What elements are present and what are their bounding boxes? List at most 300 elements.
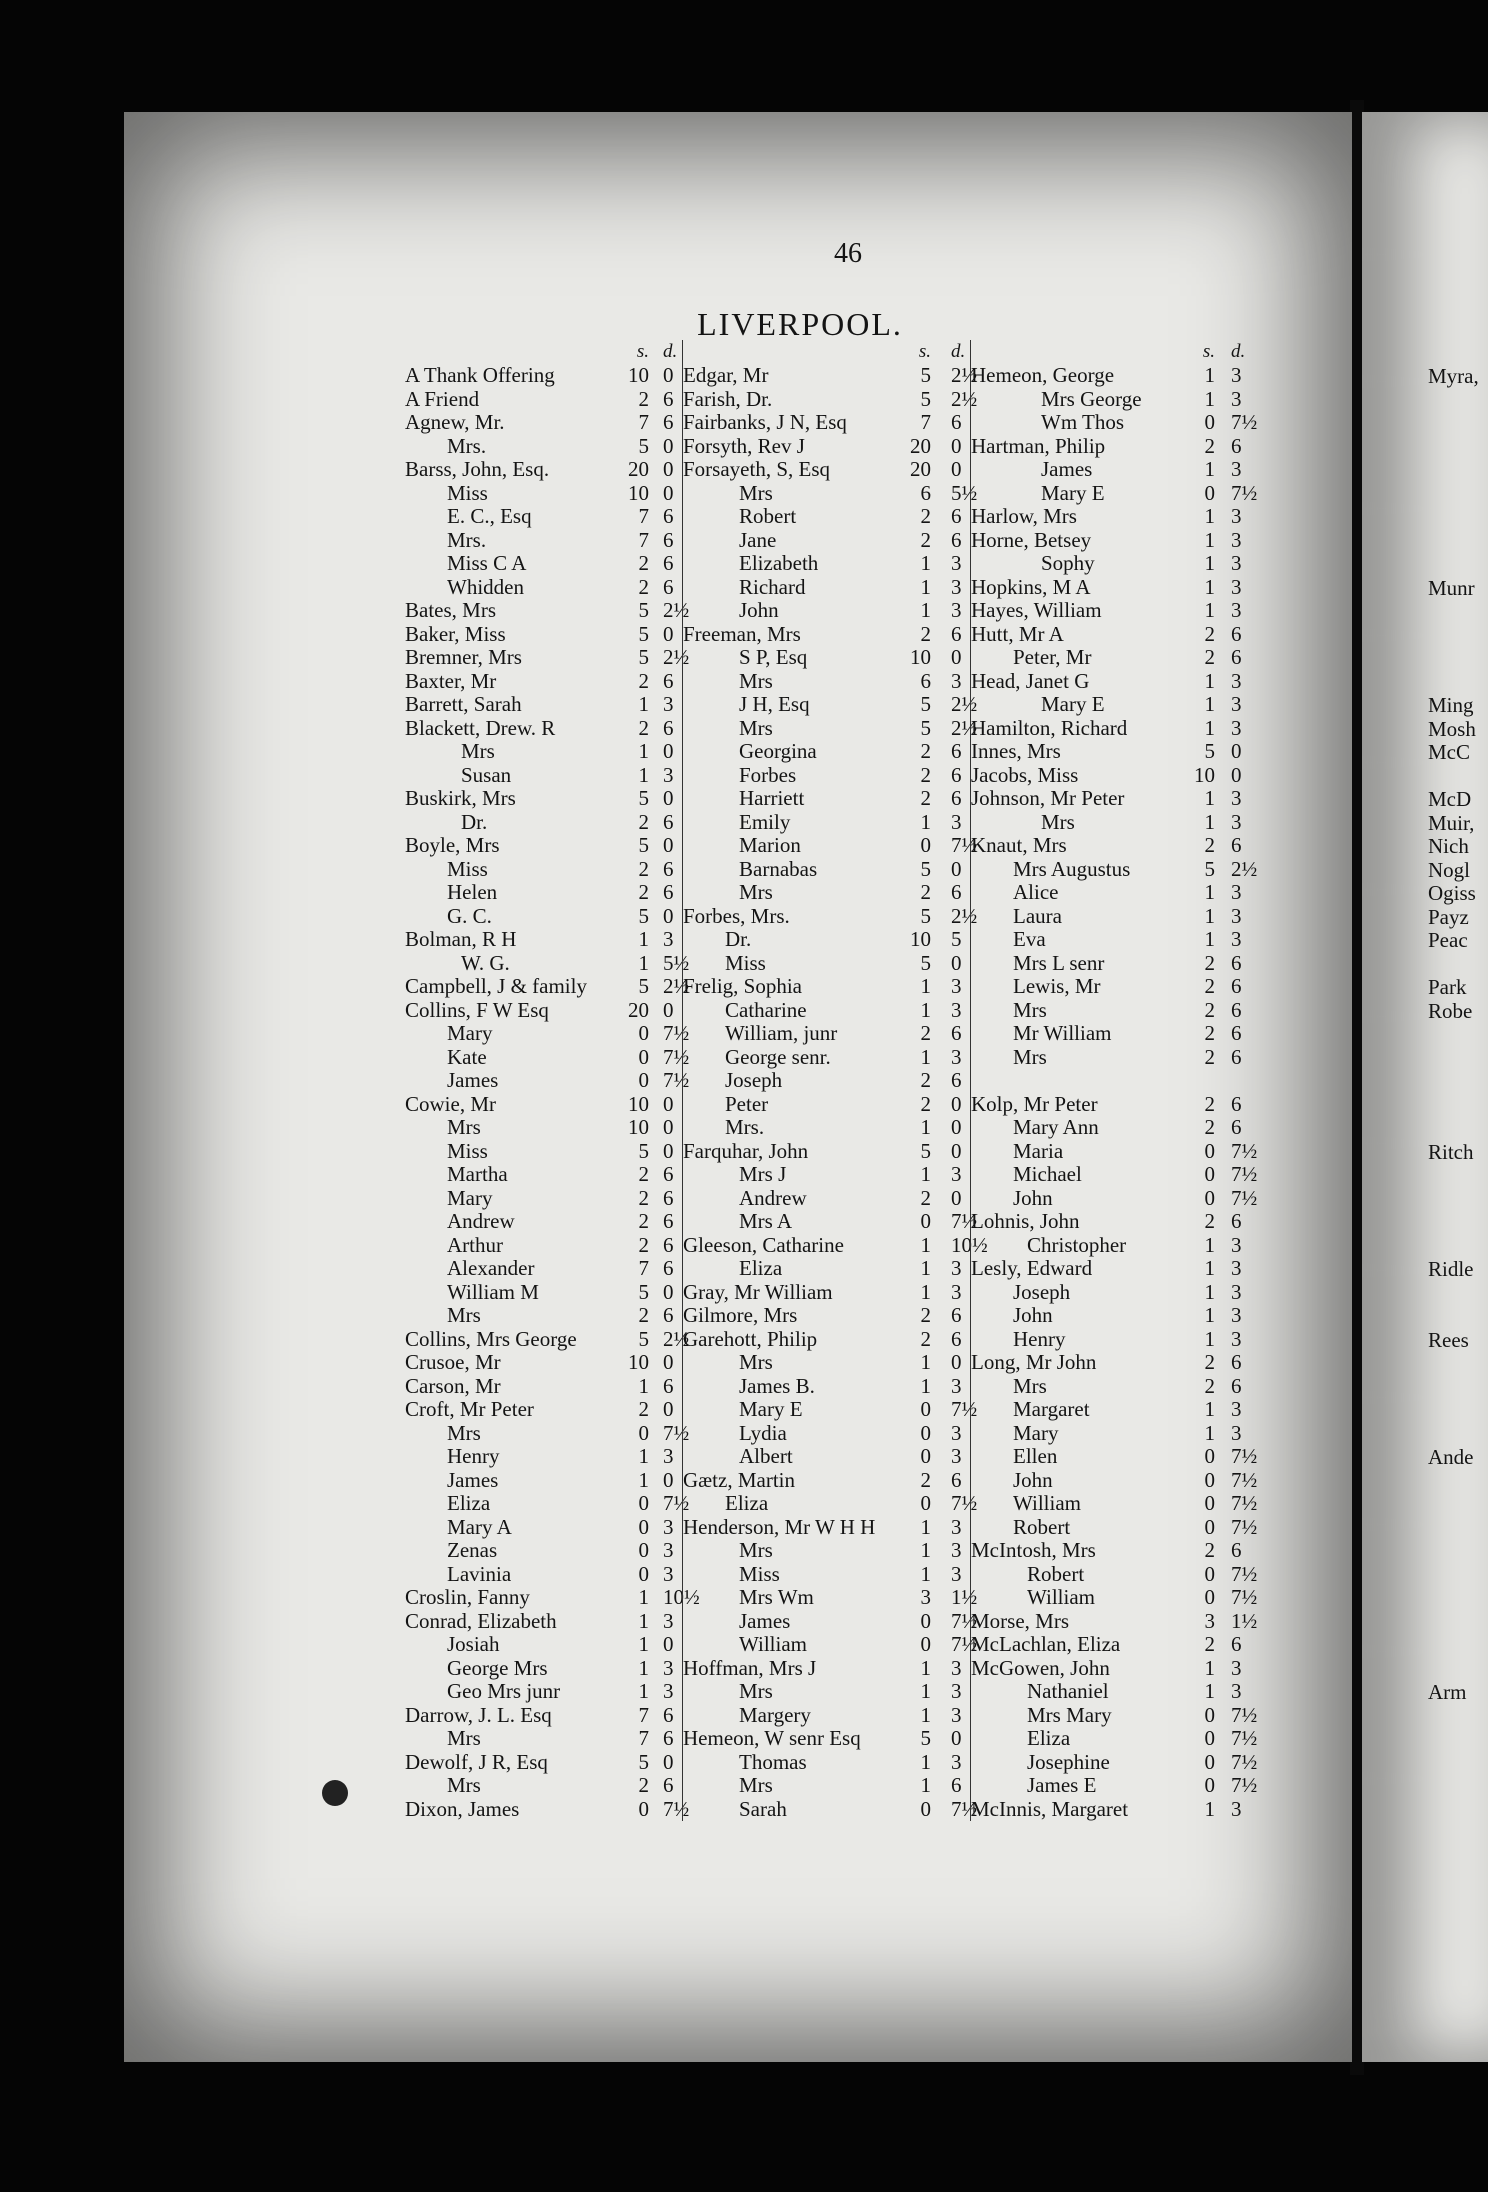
pence-value: 3 (1231, 1279, 1242, 1304)
pence-value: 3 (1231, 363, 1242, 387)
pence-value: 7½ (1231, 1444, 1258, 1468)
subscriber-name: Farquhar, John (683, 1139, 809, 1163)
shillings-value: 1 (1204, 1256, 1215, 1280)
shillings-value: 1 (1204, 1326, 1215, 1351)
pence-value: 0 (951, 1350, 962, 1374)
pence-value: 6 (951, 1467, 962, 1492)
subscriber-name: Alexander (447, 1257, 535, 1280)
pence-value: 7½ (663, 1491, 690, 1515)
shillings-value: 0 (638, 1420, 649, 1445)
subscriber-name: Eva (1013, 928, 1046, 951)
subscriber-entry (405, 834, 687, 858)
subscriber-name: Mrs (739, 481, 773, 505)
shillings-value: 1 (1204, 715, 1215, 740)
pence-value: 6 (663, 551, 674, 575)
subscriber-name: Mrs (1013, 1045, 1047, 1069)
shillings-value: 0 (920, 1632, 931, 1656)
shillings-value: 1 (638, 762, 649, 787)
pence-value: 0 (663, 903, 674, 928)
shillings-value: 2 (1204, 1538, 1215, 1562)
subscriber-entry (405, 928, 687, 952)
pence-value: 6 (663, 668, 674, 693)
shillings-value: 1 (1204, 880, 1215, 904)
subscriber-name: Hartman, Philip (971, 434, 1106, 458)
subscriber-entry (683, 834, 978, 858)
shillings-value: 1 (920, 1655, 931, 1680)
subscriber-name: Baxter, Mr (405, 669, 497, 693)
subscriber-entry (971, 1022, 1271, 1046)
pence-value: 6 (1231, 1538, 1242, 1562)
shillings-value: 2 (1204, 645, 1215, 669)
subscriber-name: Peter, Mr (1013, 646, 1092, 669)
pence-value: 7½ (1231, 1561, 1258, 1586)
subscriber-entry (683, 858, 978, 882)
subscriber-entry (971, 1422, 1271, 1446)
pence-value: 3 (1231, 504, 1242, 528)
shillings-value: 2 (1204, 1021, 1215, 1045)
shillings-value: 1 (920, 1514, 931, 1539)
subscriber-entry (405, 1704, 687, 1728)
pence-value: 3 (951, 1514, 962, 1539)
subscriber-entry (683, 435, 978, 459)
subscriber-name: Johnson, Mr Peter (971, 787, 1125, 810)
shillings-value: 5 (920, 386, 931, 411)
subscriber-entry (405, 1281, 687, 1305)
subscriber-entry (683, 1516, 978, 1540)
pence-value: 7½ (1231, 1773, 1258, 1797)
pence-value: 6 (663, 1209, 674, 1233)
pence-value: 0 (663, 739, 674, 763)
shillings-value: 1 (638, 1655, 649, 1680)
subscriber-name: Mrs (1013, 998, 1047, 1022)
subscriber-name: Barnabas (739, 857, 818, 881)
subscriber-name: Andrew (739, 1186, 807, 1210)
shillings-value: 1 (920, 1749, 931, 1774)
pence-value: 3 (951, 1373, 962, 1398)
shillings-value: 1 (920, 1773, 931, 1797)
shillings-value: 0 (920, 1397, 931, 1421)
subscriber-entry (405, 1633, 687, 1657)
subscriber-name: Mrs (739, 1774, 773, 1797)
subscriber-entry (405, 1093, 687, 1117)
subscriber-entry (405, 950, 690, 976)
shillings-value: 1 (1204, 1679, 1215, 1703)
shillings-value: 2 (638, 574, 649, 599)
pence-value: 10½ (663, 1585, 700, 1609)
subscriber-name: John (739, 599, 779, 622)
subscriber-name: Georgina (739, 740, 817, 763)
subscriber-entry (971, 1187, 1271, 1211)
shillings-value: 1 (1204, 551, 1215, 575)
shillings-value: 0 (1204, 1491, 1215, 1515)
next-page-name-fragment: Ritch (1428, 1139, 1474, 1164)
subscriber-name: Mr William (1013, 1022, 1112, 1045)
next-page-name-fragment: Muir, (1428, 810, 1475, 835)
shillings-value: 5 (638, 645, 649, 669)
subscriber-name: George Mrs (447, 1656, 548, 1680)
pence-value: 6 (663, 504, 674, 528)
subscriber-name: Sophy (1041, 552, 1095, 575)
shillings-value: 10 (910, 927, 931, 951)
pence-value: 6 (1231, 1115, 1242, 1139)
subscriber-entry (405, 1140, 687, 1164)
shillings-value: 2 (1204, 1350, 1215, 1374)
subscriber-name: John (1013, 1186, 1053, 1210)
subscriber-entry (405, 974, 690, 999)
subscriber-entry (405, 740, 687, 764)
subscriber-name: Collins, F W Esq (405, 998, 549, 1022)
subscriber-entry (405, 1796, 690, 1822)
subscriber-entry (971, 1586, 1271, 1610)
pence-value: 2½ (951, 692, 978, 716)
next-page-name-fragment: McD (1428, 787, 1472, 811)
subscriber-entry (405, 1375, 687, 1399)
subscriber-entry (971, 1281, 1271, 1305)
subscriber-entry (683, 1069, 978, 1093)
subscriber-entry (683, 1610, 978, 1634)
subscriber-name: Whidden (447, 575, 524, 599)
pence-value: 3 (1231, 1796, 1242, 1821)
subscriber-name: Mrs Mary (1027, 1703, 1112, 1727)
subscriber-entry (683, 999, 978, 1023)
pence-value: 3 (951, 598, 962, 622)
pence-value: 0 (663, 1091, 674, 1116)
pence-value: 3 (1231, 1655, 1242, 1680)
next-page-name-fragment: Arm (1428, 1680, 1467, 1704)
pence-value: 6 (663, 809, 674, 834)
subscriber-entry (971, 1093, 1271, 1117)
subscriber-name: McIntosh, Mrs (971, 1539, 1096, 1562)
pence-value: 0 (663, 786, 674, 810)
subscriber-entry (971, 1328, 1271, 1352)
pence-value: 6 (663, 1702, 674, 1727)
subscriber-entry (971, 1704, 1271, 1728)
shillings-value: 0 (920, 833, 931, 857)
shillings-value: 0 (1204, 1138, 1215, 1163)
subscriber-entry (405, 364, 687, 388)
subscriber-entry (971, 787, 1271, 811)
subscriber-entry (971, 905, 1271, 929)
shillings-value: 0 (920, 1420, 931, 1445)
shillings-value: 10 (628, 480, 649, 505)
shillings-value: 0 (1204, 1773, 1215, 1797)
column-header (405, 340, 687, 364)
subscriber-name: Dewolf, J R, Esq (405, 1750, 548, 1774)
subscriber-entry (405, 552, 687, 576)
pence-value: 6 (951, 762, 962, 787)
subscriber-entry (405, 1351, 687, 1375)
shillings-value: 0 (638, 1514, 649, 1539)
subscriber-entry (683, 1492, 978, 1516)
subscriber-name: Mary E (1041, 481, 1105, 505)
subscriber-name: Miss (739, 1562, 780, 1586)
pence-value: 6 (951, 1303, 962, 1327)
pence-value: 3 (951, 1561, 962, 1586)
pence-value: 6 (1231, 621, 1242, 646)
subscriber-entry (683, 1774, 978, 1798)
shillings-value: 2 (638, 1773, 649, 1797)
subscriber-name: Hayes, William (971, 599, 1102, 622)
subscriber-name: Margery (739, 1703, 811, 1727)
shillings-value: 5 (638, 903, 649, 928)
shillings-value: 1 (920, 809, 931, 834)
subscriber-name: Catharine (725, 998, 807, 1022)
shillings-value: 10 (1194, 762, 1215, 787)
subscriber-name: Freeman, Mrs (683, 622, 801, 646)
pence-value: 6 (663, 1162, 674, 1186)
subscriber-name: Mrs. (447, 528, 487, 552)
subscriber-name: Edgar, Mr (683, 364, 769, 387)
subscriber-name: Lydia (739, 1421, 787, 1445)
subscriber-name: Long, Mr John (971, 1351, 1097, 1374)
pence-value: 3 (1231, 715, 1242, 740)
pence-value: 3 (951, 1702, 962, 1727)
pence-value: 3 (1231, 551, 1242, 575)
subscriber-entry (405, 1234, 687, 1258)
shillings-value: 1 (920, 1279, 931, 1304)
shillings-value: 5 (920, 715, 931, 740)
subscriber-entry (971, 529, 1271, 553)
subscriber-entry (971, 1069, 1271, 1093)
pence-value: 6 (663, 386, 674, 411)
shillings-value: 3 (1204, 1608, 1215, 1633)
pence-value: 0 (951, 433, 962, 458)
subscriber-name: Mary (447, 1186, 493, 1210)
pence-value: 3 (663, 927, 674, 951)
shillings-value: 2 (920, 527, 931, 552)
subscriber-name: Harlow, Mrs (971, 505, 1077, 528)
shillings-value: 0 (638, 1538, 649, 1562)
shillings-value: 1 (1204, 504, 1215, 528)
subscriber-name: Joseph (1013, 1280, 1071, 1304)
subscriber-name: Mrs (1013, 1374, 1047, 1398)
pence-value: 0 (1231, 739, 1242, 763)
shillings-value: 0 (638, 1796, 649, 1821)
shillings-value: 0 (1204, 1185, 1215, 1210)
subscriber-entry (971, 1163, 1271, 1187)
shillings-value: 1 (638, 739, 649, 763)
pence-value: 0 (663, 1749, 674, 1774)
subscriber-name: John (1013, 1304, 1053, 1327)
subscriber-entry (405, 811, 687, 835)
pence-value: 1½ (951, 1585, 978, 1609)
pence-value: 3 (951, 1679, 962, 1703)
subscriber-name: Hemeon, W senr Esq (683, 1727, 861, 1750)
subscriber-name: Mary E (739, 1398, 803, 1421)
subscriber-entry (683, 1375, 978, 1399)
pence-value: 3 (951, 997, 962, 1022)
subscriber-entry (683, 1445, 978, 1469)
subscriber-name: Mrs (447, 1421, 481, 1445)
shillings-value: 0 (1204, 1561, 1215, 1586)
shillings-value: 0 (1204, 1749, 1215, 1774)
subscriber-entry (683, 411, 978, 435)
shillings-value: 1 (1204, 692, 1215, 716)
subscriber-name: Henderson, Mr W H H (683, 1515, 876, 1539)
pence-value: 6 (663, 574, 674, 599)
pence-value: 0 (663, 1632, 674, 1656)
subscriber-entry (683, 1704, 978, 1728)
pence-value: 3 (1231, 1326, 1242, 1351)
shillings-value: 2 (1204, 1044, 1215, 1069)
subscriber-name: Fairbanks, J N, Esq (683, 411, 847, 434)
subscriber-entry (971, 717, 1271, 741)
subscriber-entry (405, 670, 687, 694)
subscriber-entry (683, 764, 978, 788)
shillings-value: 1 (1204, 574, 1215, 599)
subscriber-name: Michael (1013, 1163, 1082, 1186)
subscriber-name: McLachlan, Eliza (971, 1633, 1121, 1656)
next-page-name-fragment: Ridle (1428, 1257, 1474, 1281)
shillings-value: 0 (638, 1021, 649, 1045)
shillings-value: 1 (638, 1632, 649, 1656)
pence-value: 6 (1231, 974, 1242, 998)
pence-header: d. (1231, 341, 1246, 362)
subscriber-entry (683, 787, 978, 811)
shillings-header: s. (636, 341, 649, 362)
subscriber-name: Barss, John, Esq. (405, 458, 550, 481)
pence-value: 3 (1231, 1397, 1242, 1421)
subscriber-name: Miss (447, 1139, 488, 1163)
shillings-value: 2 (638, 1209, 649, 1233)
subscriber-entry (971, 1798, 1271, 1822)
shillings-value: 2 (638, 880, 649, 904)
subscriber-name: Mary (1013, 1421, 1059, 1445)
pence-value: 7½ (1231, 410, 1258, 434)
subscriber-entry (683, 811, 978, 835)
subscriber-entry (405, 1563, 687, 1587)
subscriber-entry (971, 1492, 1271, 1516)
shillings-value: 7 (638, 527, 649, 552)
subscriber-name: Agnew, Mr. (405, 411, 505, 434)
shillings-value: 1 (920, 1373, 931, 1398)
subscriber-entry (971, 999, 1271, 1023)
subscriber-name: Mrs (739, 1539, 773, 1562)
pence-value: 6 (951, 1068, 962, 1092)
shillings-value: 7 (638, 504, 649, 528)
shillings-value: 1 (638, 1444, 649, 1468)
pence-value: 3 (951, 551, 962, 575)
subscriber-entry (683, 1351, 978, 1375)
right-page-edge (1362, 112, 1488, 2062)
subscriber-name: Hamilton, Richard (971, 716, 1128, 740)
subscriber-name: Lavinia (447, 1562, 512, 1586)
subscriber-name: Frelig, Sophia (683, 975, 802, 998)
pence-value: 6 (1231, 1044, 1242, 1069)
shillings-value: 2 (1204, 1091, 1215, 1116)
subscriber-name: Emily (739, 810, 791, 834)
subscriber-entry (405, 1469, 687, 1493)
next-page-name-fragment: Payz (1428, 904, 1469, 929)
subscriber-name: Marion (739, 834, 801, 857)
subscriber-entry (971, 599, 1271, 623)
pence-value: 7½ (1231, 1749, 1258, 1774)
subscriber-entry (971, 928, 1271, 952)
shillings-value: 20 (628, 457, 649, 481)
subscriber-entry (405, 1068, 690, 1093)
subscriber-name: Sarah (739, 1797, 787, 1821)
subscriber-entry (405, 1257, 687, 1281)
subscriber-entry (405, 1021, 690, 1046)
shillings-value: 2 (1204, 1209, 1215, 1233)
subscriber-name: Mrs J (739, 1163, 787, 1186)
subscriber-entry (683, 1539, 978, 1563)
pence-value: 0 (1231, 762, 1242, 787)
pence-value: 3 (663, 1608, 674, 1633)
subscriber-entry (405, 505, 687, 529)
subscriber-name: Eliza (1027, 1727, 1071, 1750)
pence-value: 6 (1231, 433, 1242, 458)
subscriber-name: Mrs (447, 1116, 481, 1139)
pence-value: 6 (951, 527, 962, 552)
subscriber-entry (683, 717, 978, 741)
shillings-value: 5 (638, 1279, 649, 1304)
subscriber-entry (683, 1328, 978, 1352)
pence-value: 3 (951, 1444, 962, 1468)
subscriber-entry (683, 905, 978, 929)
pence-value: 6 (951, 739, 962, 763)
subscriber-entry (971, 435, 1271, 459)
pence-header: d. (663, 341, 678, 362)
pence-value: 6 (663, 880, 674, 904)
subscriber-name: Mary Ann (1013, 1116, 1099, 1139)
pence-value: 0 (663, 997, 674, 1022)
subscriber-name: Mrs (739, 1351, 773, 1374)
subscriber-name: Eliza (739, 1257, 783, 1280)
shillings-value: 5 (1204, 739, 1215, 763)
pence-value: 1½ (1231, 1608, 1258, 1633)
pence-value: 6 (1231, 950, 1242, 975)
pence-value: 3 (951, 1420, 962, 1445)
subscriber-name: Alice (1013, 881, 1059, 904)
subscriber-name: Bates, Mrs (405, 599, 496, 622)
subscriber-name: Mrs (739, 716, 773, 740)
subscriber-name: Farish, Dr. (683, 387, 773, 411)
pence-value: 7½ (951, 833, 978, 857)
subscriber-name: Dr. (461, 810, 488, 834)
subscriber-name: Zenas (447, 1539, 498, 1562)
shillings-value: 2 (920, 504, 931, 528)
pence-value: 7½ (663, 1044, 690, 1069)
subscriber-entry (405, 858, 687, 882)
shillings-value: 1 (638, 1608, 649, 1633)
shillings-value: 5 (920, 1138, 931, 1163)
pence-value: 2½ (663, 598, 690, 622)
pence-value: 3 (1231, 598, 1242, 622)
pence-value: 3 (951, 974, 962, 998)
subscriber-entry (405, 764, 687, 788)
subscriber-name: Mary (447, 1022, 493, 1045)
pence-value: 6 (663, 1773, 674, 1797)
pence-value: 2½ (951, 903, 978, 928)
pence-value: 7½ (951, 1209, 978, 1233)
shillings-value: 2 (920, 1091, 931, 1116)
subscriber-name: Geo Mrs junr (447, 1680, 561, 1703)
pence-value: 0 (663, 1138, 674, 1163)
pence-value: 3 (663, 1538, 674, 1562)
subscriber-entry (971, 576, 1271, 600)
pence-value: 6 (1231, 1373, 1242, 1398)
pence-value: 0 (663, 457, 674, 481)
subscriber-name: Robert (1013, 1515, 1071, 1539)
subscriber-entry (405, 598, 690, 623)
shillings-value: 2 (1204, 997, 1215, 1022)
pence-value: 0 (663, 1279, 674, 1304)
shillings-value: 1 (920, 574, 931, 599)
subscriber-name: Ellen (1013, 1445, 1058, 1468)
next-page-name-fragment: McC (1428, 740, 1470, 764)
subscriber-entry (405, 1210, 687, 1234)
